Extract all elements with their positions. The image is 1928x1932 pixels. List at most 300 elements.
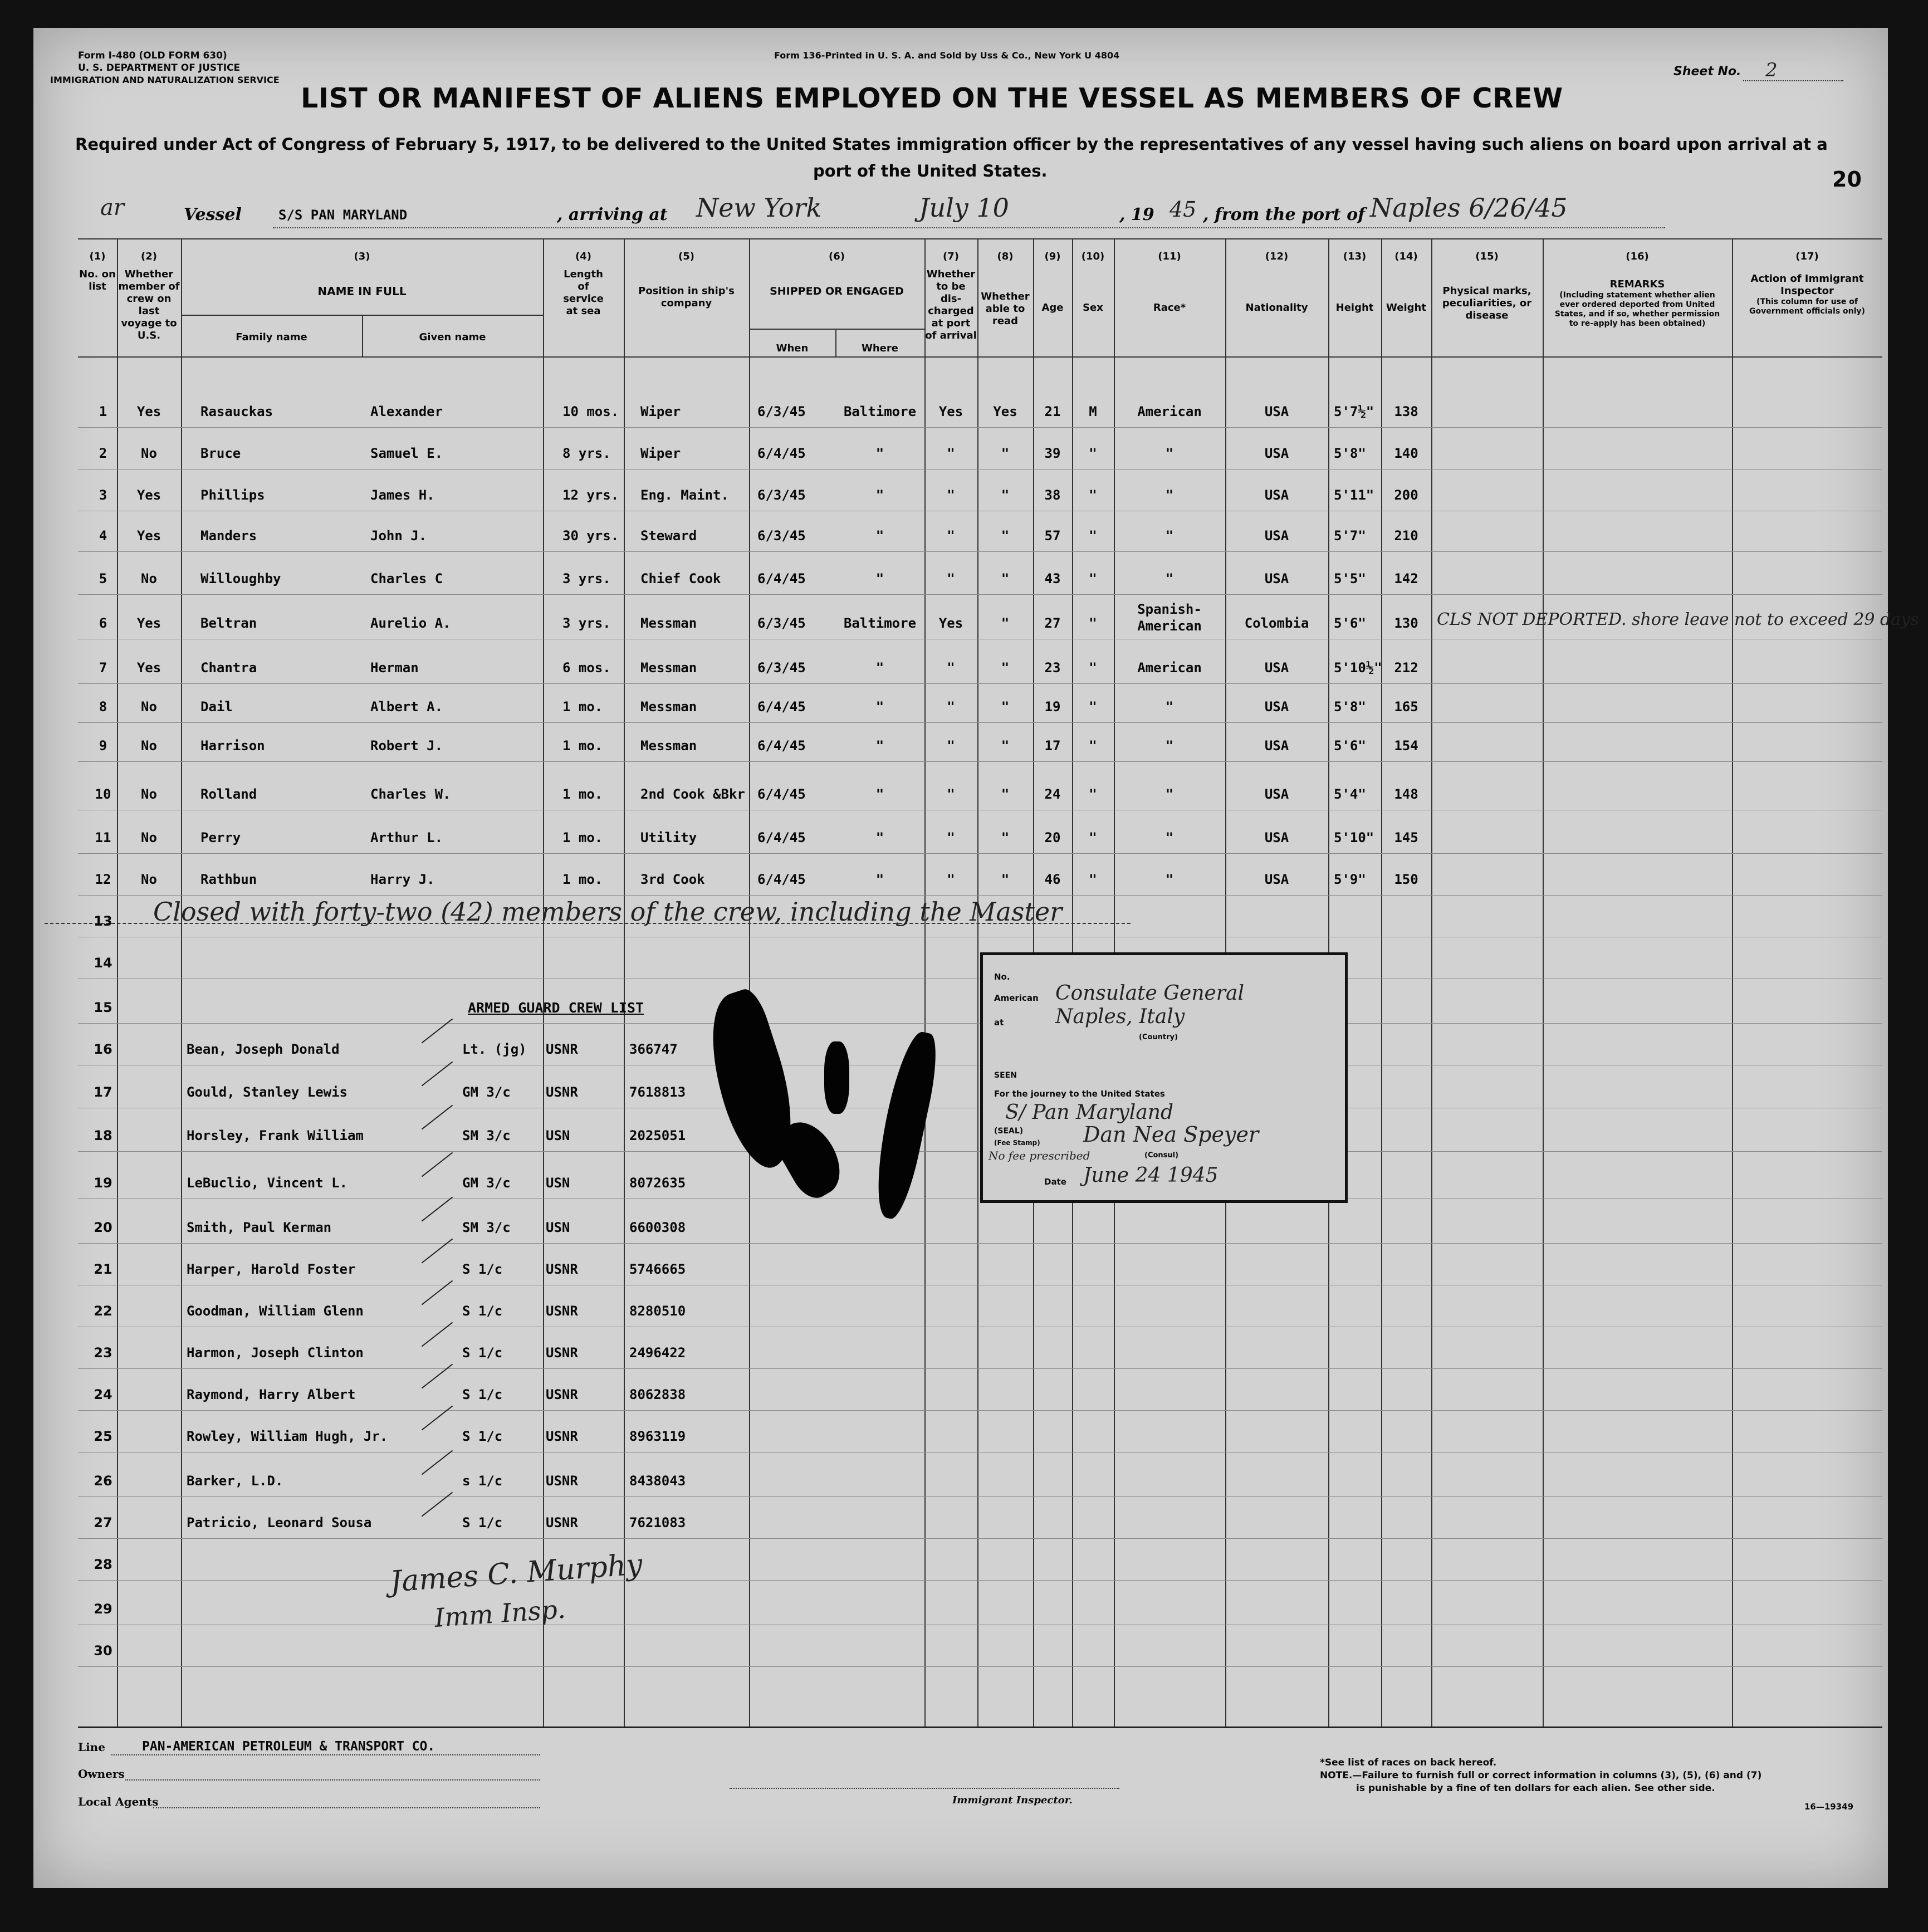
table-bottom-border xyxy=(78,1726,1882,1728)
crew-cell-last: Yes xyxy=(136,404,162,419)
col-11-number: (11) xyxy=(1158,251,1181,262)
crew-cell-age: 21 xyxy=(1044,404,1061,419)
footer-owners-rule xyxy=(125,1779,540,1781)
armed-guard-branch: USNR xyxy=(546,1041,578,1057)
crew-cell-service: 1 mo. xyxy=(562,699,603,715)
line-number: 22 xyxy=(94,1303,112,1319)
crew-cell-where: " xyxy=(875,446,884,461)
armed-guard-name: Rowley, William Hugh, Jr. xyxy=(187,1429,388,1444)
crew-cell-discharged: " xyxy=(947,487,955,503)
line-number: 23 xyxy=(94,1345,112,1361)
crew-cell-family: Bruce xyxy=(200,446,241,461)
crew-cell-service: 1 mo. xyxy=(562,738,603,754)
crew-cell-family: Rolland xyxy=(200,786,257,802)
col-3b-header: Given name xyxy=(419,331,486,343)
crew-cell-weight: 142 xyxy=(1394,571,1418,586)
crew-cell-sex: " xyxy=(1089,872,1097,887)
crew-cell-family: Perry xyxy=(200,830,241,845)
row-guideline xyxy=(78,1538,1882,1539)
crew-cell-no: 6 xyxy=(99,615,107,631)
crew-cell-position: Chief Cook xyxy=(640,571,721,586)
col-8-header xyxy=(977,251,1033,327)
col-15-number: (15) xyxy=(1475,251,1499,262)
column-divider xyxy=(117,239,118,1726)
crew-cell-last: No xyxy=(141,872,157,887)
crew-cell-position: 2nd Cook &Bkr xyxy=(640,786,745,802)
armed-guard-number: 5746665 xyxy=(629,1261,686,1277)
row-guideline xyxy=(78,722,1882,723)
crew-cell-where: " xyxy=(875,738,884,754)
check-mark xyxy=(422,1239,453,1264)
crew-cell-given: James H. xyxy=(370,487,435,503)
col-8-label: Whether able to read xyxy=(981,291,1030,327)
line-number: 15 xyxy=(94,1000,112,1015)
armed-guard-number: 2025051 xyxy=(629,1128,686,1143)
armed-guard-name: Horsley, Frank William xyxy=(187,1128,364,1143)
stamp-consul-label: (Consul) xyxy=(1144,1151,1179,1160)
row-guideline xyxy=(78,761,1882,762)
inspector-rule xyxy=(730,1788,1119,1789)
col-17-sublabel: (This column for use of Government officials only) xyxy=(1749,297,1865,316)
armed-guard-branch: USNR xyxy=(546,1515,578,1530)
crew-cell-weight: 130 xyxy=(1394,615,1418,631)
crew-cell-nationality: Colombia xyxy=(1244,615,1309,631)
col-17-label: Action of Immigrant Inspector xyxy=(1750,273,1864,297)
crew-cell-last: Yes xyxy=(136,528,162,544)
crew-cell-age: 23 xyxy=(1044,660,1061,676)
arriving-port: New York xyxy=(696,193,822,223)
crew-cell-no: 8 xyxy=(99,699,107,715)
crew-cell-nationality: USA xyxy=(1264,738,1289,754)
col-6-label: SHIPPED OR ENGAGED xyxy=(770,285,904,297)
crew-cell-last: No xyxy=(141,738,157,754)
armed-guard-number: 2496422 xyxy=(629,1345,686,1361)
closing-note: Closed with forty-two (42) members of the crew, including the Master xyxy=(153,897,1063,927)
crew-cell-position: Messman xyxy=(640,615,697,631)
line-number: 25 xyxy=(94,1429,112,1444)
crew-cell-when: 6/4/45 xyxy=(757,699,806,715)
crew-cell-discharged: " xyxy=(947,660,955,676)
crew-cell-read: " xyxy=(1001,487,1010,503)
crew-cell-service: 10 mos. xyxy=(562,404,619,419)
armed-guard-rate: S 1/c xyxy=(462,1515,503,1530)
crew-cell-read: " xyxy=(1001,528,1010,544)
column-divider xyxy=(1431,239,1432,1726)
crew-cell-nationality: USA xyxy=(1264,660,1289,676)
armed-guard-branch: USNR xyxy=(546,1473,578,1489)
crew-cell-nationality: USA xyxy=(1264,830,1289,845)
crew-cell-weight: 145 xyxy=(1394,830,1418,845)
crew-cell-position: Utility xyxy=(640,830,697,845)
check-mark xyxy=(422,1364,453,1389)
sheet-number: 2 xyxy=(1765,59,1778,81)
vessel-name: S/S PAN MARYLAND xyxy=(278,207,408,223)
crew-cell-read: " xyxy=(1001,571,1010,586)
crew-cell-service: 1 mo. xyxy=(562,872,603,887)
crew-cell-when: 6/3/45 xyxy=(757,404,806,419)
crew-cell-position: Messman xyxy=(640,699,697,715)
armed-guard-number: 8963119 xyxy=(629,1429,686,1444)
col-15-label: Physical marks, peculiarities, or disease xyxy=(1442,285,1532,321)
crew-cell-given: Alexander xyxy=(370,404,443,419)
year-prefix: , 19 xyxy=(1119,205,1154,224)
crew-cell-family: Dail xyxy=(200,699,233,715)
armed-guard-number: 6600308 xyxy=(629,1220,686,1235)
stamp-fee-note: No fee prescribed xyxy=(989,1149,1090,1162)
col-7-label: Whether to be dis-charged at port of arrival xyxy=(925,268,977,341)
year-value: 45 xyxy=(1169,197,1197,222)
crew-cell-given: Aurelio A. xyxy=(370,615,451,631)
crew-cell-height: 5'6" xyxy=(1334,738,1366,754)
line-number: 18 xyxy=(94,1128,112,1143)
armed-guard-branch: USN xyxy=(546,1128,570,1143)
armed-guard-branch: USNR xyxy=(546,1345,578,1361)
col-10-number: (10) xyxy=(1081,251,1105,262)
column-divider xyxy=(1543,239,1544,1726)
crew-cell-given: Arthur L. xyxy=(370,830,443,845)
armed-guard-rate: Lt. (jg) xyxy=(462,1041,527,1057)
crew-cell-where: " xyxy=(875,487,884,503)
col-14-header xyxy=(1381,251,1431,314)
row-guideline xyxy=(78,1410,1882,1411)
consular-stamp xyxy=(980,952,1348,1203)
crew-cell-sex: " xyxy=(1089,738,1097,754)
check-mark xyxy=(422,1322,453,1347)
crew-cell-when: 6/4/45 xyxy=(757,830,806,845)
printer-line: Form 136-Printed in U. S. A. and Sold by Uss & Co., New York U 4804 xyxy=(774,50,1120,61)
crew-cell-last: No xyxy=(141,786,157,802)
crew-cell-race: American xyxy=(1137,660,1202,676)
col-13-label: Height xyxy=(1335,302,1374,314)
crew-cell-height: 5'9" xyxy=(1334,872,1366,887)
footer-owners-label: Owners xyxy=(78,1767,125,1781)
col-10-header xyxy=(1072,251,1114,314)
crew-cell-where: " xyxy=(875,872,884,887)
crew-cell-when: 6/4/45 xyxy=(757,872,806,887)
sheet-number-label: Sheet No. xyxy=(1673,65,1741,79)
check-mark xyxy=(422,1406,453,1431)
crew-cell-service: 1 mo. xyxy=(562,786,603,802)
col-12-header xyxy=(1225,251,1328,314)
crew-cell-race: " xyxy=(1165,446,1174,461)
col-17-number: (17) xyxy=(1795,251,1819,262)
crew-cell-race: " xyxy=(1165,487,1174,503)
armed-guard-number: 7621083 xyxy=(629,1515,686,1530)
line-number: 13 xyxy=(94,913,112,929)
armed-guard-name: Harper, Harold Foster xyxy=(187,1261,356,1277)
crew-cell-sex: M xyxy=(1089,404,1097,419)
header-bottom-border xyxy=(78,356,1882,358)
column-divider xyxy=(749,239,750,1726)
crew-cell-age: 19 xyxy=(1044,699,1061,715)
armed-guard-branch: USNR xyxy=(546,1387,578,1402)
crew-cell-discharged: " xyxy=(947,699,955,715)
col-3a-header: Family name xyxy=(236,331,307,343)
col-9-header xyxy=(1033,251,1072,314)
footer-note-penalty-cont: is punishable by a fine of ten dollars for each alien. See other side. xyxy=(1356,1783,1715,1794)
from-port-label: , from the port of xyxy=(1203,205,1366,224)
crew-cell-age: 38 xyxy=(1044,487,1061,503)
armed-guard-branch: USN xyxy=(546,1220,570,1235)
crew-cell-read: " xyxy=(1001,660,1010,676)
crew-cell-where: " xyxy=(875,571,884,586)
col-3-label: NAME IN FULL xyxy=(317,285,407,298)
crew-cell-position: 3rd Cook xyxy=(640,872,705,887)
line-number: 29 xyxy=(94,1601,112,1617)
col-12-label: Nationality xyxy=(1245,302,1308,314)
crew-cell-read: " xyxy=(1001,446,1010,461)
crew-cell-given: John J. xyxy=(370,528,427,544)
col-14-label: Weight xyxy=(1386,302,1426,314)
crew-cell-discharged: Yes xyxy=(938,615,963,631)
col-16-sublabel: (Including statement whether alien ever ordered deported from United States, and if so, whether permission to re-apply has been obtained) xyxy=(1554,291,1720,328)
footer-line-label: Line xyxy=(78,1740,105,1754)
crew-cell-service: 8 yrs. xyxy=(562,446,611,461)
footer-agents-label: Local Agents xyxy=(78,1795,159,1808)
crew-cell-family: Phillips xyxy=(200,487,265,503)
col-4-header xyxy=(543,251,624,317)
crew-cell-race: American xyxy=(1137,404,1202,419)
col-3-header xyxy=(181,251,543,297)
armed-guard-number: 8438043 xyxy=(629,1473,686,1489)
crew-cell-discharged: " xyxy=(947,872,955,887)
crew-cell-no: 12 xyxy=(95,872,111,887)
footer-line-value: PAN-AMERICAN PETROLEUM & TRANSPORT CO. xyxy=(142,1739,435,1754)
crew-cell-sex: " xyxy=(1089,487,1097,503)
crew-cell-age: 20 xyxy=(1044,830,1061,845)
line-number: 19 xyxy=(94,1175,112,1191)
armed-guard-rate: s 1/c xyxy=(462,1473,503,1489)
crew-cell-race: " xyxy=(1165,738,1174,754)
col-6-header xyxy=(749,251,924,297)
row-guideline xyxy=(78,1580,1882,1581)
arrival-date: July 10 xyxy=(919,193,1009,223)
crew-cell-race: Spanish-American xyxy=(1137,601,1202,634)
crew-cell-position: Wiper xyxy=(640,404,681,419)
stamp-american-label: American xyxy=(994,993,1039,1003)
stamp-seen-label: SEEN xyxy=(994,1071,1017,1080)
crew-cell-height: 5'10" xyxy=(1334,830,1374,845)
armed-guard-branch: USNR xyxy=(546,1261,578,1277)
crew-cell-sex: " xyxy=(1089,571,1097,586)
col-2-label: Whether member of crew on last voyage to U.S. xyxy=(118,268,180,341)
crew-cell-where: " xyxy=(875,699,884,715)
line-number: 28 xyxy=(94,1557,112,1572)
stamp-country-label: (Country) xyxy=(1139,1033,1178,1041)
crew-cell-race: " xyxy=(1165,872,1174,887)
col-6b-header: Where xyxy=(862,343,898,354)
crew-cell-when: 6/3/45 xyxy=(757,615,806,631)
line-number: 21 xyxy=(94,1261,112,1277)
sheet-number-line xyxy=(1743,80,1843,81)
crew-cell-sex: " xyxy=(1089,786,1097,802)
crew-cell-family: Willoughby xyxy=(200,571,281,586)
col-9-number: (9) xyxy=(1044,251,1061,262)
armed-guard-name: Bean, Joseph Donald xyxy=(187,1041,340,1057)
inspector-label: Immigrant Inspector. xyxy=(952,1794,1073,1806)
check-mark xyxy=(422,1019,453,1044)
check-mark xyxy=(422,1197,453,1222)
footer-note-penalty: NOTE.—Failure to furnish full or correct information in columns (3), (5), (6) and (7) xyxy=(1320,1770,1762,1781)
armed-guard-rate: S 1/c xyxy=(462,1303,503,1319)
check-mark xyxy=(422,1492,453,1517)
column-divider xyxy=(1732,239,1733,1726)
col-5-header xyxy=(624,251,749,310)
crew-cell-family: Beltran xyxy=(200,615,257,631)
crew-cell-read: " xyxy=(1001,699,1010,715)
crew-cell-discharged: " xyxy=(947,571,955,586)
crew-cell-weight: 200 xyxy=(1394,487,1418,503)
crew-cell-height: 5'7" xyxy=(1334,528,1366,544)
crew-cell-weight: 140 xyxy=(1394,446,1418,461)
row-guideline xyxy=(78,1496,1882,1497)
form-id: Form I-480 (OLD FORM 630) xyxy=(78,50,227,61)
crew-cell-sex: " xyxy=(1089,660,1097,676)
crew-cell-discharged: " xyxy=(947,830,955,845)
crew-cell-no: 1 xyxy=(99,404,107,419)
armed-guard-name: Smith, Paul Kerman xyxy=(187,1220,332,1235)
crew-cell-nationality: USA xyxy=(1264,404,1289,419)
crew-cell-age: 17 xyxy=(1044,738,1061,754)
check-mark xyxy=(422,1280,453,1305)
armed-guard-branch: USNR xyxy=(546,1084,578,1100)
crew-cell-read: " xyxy=(1001,738,1010,754)
form-dept: U. S. DEPARTMENT OF JUSTICE xyxy=(78,62,241,74)
row-guideline xyxy=(78,427,1882,428)
crew-cell-height: 5'8" xyxy=(1334,446,1366,461)
crew-cell-nationality: USA xyxy=(1264,699,1289,715)
col-4-number: (4) xyxy=(575,251,591,262)
armed-guard-rate: SM 3/c xyxy=(462,1220,511,1235)
armed-guard-rate: S 1/c xyxy=(462,1261,503,1277)
col-4-label: Length of service at sea xyxy=(563,268,604,317)
crew-cell-race: " xyxy=(1165,830,1174,845)
crew-cell-family: Rathbun xyxy=(200,872,257,887)
crew-cell-position: Wiper xyxy=(640,446,681,461)
crew-cell-weight: 212 xyxy=(1394,660,1418,676)
crew-cell-when: 6/4/45 xyxy=(757,446,806,461)
crew-cell-sex: " xyxy=(1089,528,1097,544)
stamp-date: June 24 1945 xyxy=(1083,1164,1219,1187)
armed-guard-number: 8072635 xyxy=(629,1175,686,1191)
crew-cell-where: " xyxy=(875,660,884,676)
col-1-number: (1) xyxy=(89,251,106,262)
crew-cell-given: Albert A. xyxy=(370,699,443,715)
column-divider xyxy=(624,239,625,1726)
crew-cell-nationality: USA xyxy=(1264,487,1289,503)
crew-cell-given: Herman xyxy=(370,660,419,676)
crew-cell-last: No xyxy=(141,571,157,586)
stamp-seal-label: (SEAL) xyxy=(994,1127,1024,1136)
arriving-label: , arriving at xyxy=(557,205,668,224)
crew-cell-no: 4 xyxy=(99,528,107,544)
crew-cell-height: 5'5" xyxy=(1334,571,1366,586)
col-13-number: (13) xyxy=(1343,251,1367,262)
crew-cell-height: 5'11" xyxy=(1334,487,1374,503)
row-guideline xyxy=(78,853,1882,854)
row-guideline xyxy=(78,1243,1882,1244)
crew-cell-service: 1 mo. xyxy=(562,830,603,845)
col-5-label: Position in ship's company xyxy=(638,285,735,309)
check-mark xyxy=(422,1105,453,1130)
armed-guard-number: 8062838 xyxy=(629,1387,686,1402)
crew-cell-height: 5'10½" xyxy=(1334,660,1382,676)
stamp-no-label: No. xyxy=(994,972,1010,982)
crew-cell-last: No xyxy=(141,830,157,845)
crew-cell-age: 43 xyxy=(1044,571,1061,586)
stamp-office: Consulate General xyxy=(1055,982,1244,1005)
crew-cell-where: " xyxy=(875,830,884,845)
col-13-header xyxy=(1328,251,1381,314)
crew-cell-position: Messman xyxy=(640,660,697,676)
stamp-journey-label: For the journey to the United States xyxy=(994,1089,1165,1099)
crew-cell-where: Baltimore xyxy=(843,404,917,419)
crew-cell-position: Steward xyxy=(640,528,697,544)
crew-cell-weight: 148 xyxy=(1394,786,1418,802)
col-6a-header: When xyxy=(776,343,809,354)
col-7-number: (7) xyxy=(943,251,959,262)
row-guideline xyxy=(78,551,1882,552)
crew-cell-discharged: " xyxy=(947,446,955,461)
col-16-label: REMARKS xyxy=(1609,278,1665,290)
col-2-header xyxy=(117,251,181,342)
line-number: 26 xyxy=(94,1473,112,1489)
crew-cell-sex: " xyxy=(1089,446,1097,461)
crew-cell-where: " xyxy=(875,528,884,544)
crew-cell-when: 6/4/45 xyxy=(757,738,806,754)
crew-cell-last: No xyxy=(141,446,157,461)
from-port: Naples 6/26/45 xyxy=(1370,193,1568,223)
crew-cell-height: 5'8" xyxy=(1334,699,1366,715)
crew-cell-family: Rasauckas xyxy=(200,404,273,419)
crew-cell-discharged: Yes xyxy=(938,404,963,419)
armed-guard-name: Patricio, Leonard Sousa xyxy=(187,1515,372,1530)
seal-blot xyxy=(866,1028,943,1221)
col-1-label: No. on list xyxy=(79,268,116,292)
crew-cell-sex: " xyxy=(1089,615,1097,631)
crew-cell-when: 6/3/45 xyxy=(757,660,806,676)
row-guideline xyxy=(78,683,1882,684)
crew-cell-family: Manders xyxy=(200,528,257,544)
armed-guard-number: 366747 xyxy=(629,1041,678,1057)
crew-cell-given: Samuel E. xyxy=(370,446,443,461)
crew-cell-weight: 150 xyxy=(1394,872,1418,887)
manifest-sheet xyxy=(33,28,1919,1888)
crew-cell-race: " xyxy=(1165,528,1174,544)
stamp-vessel: S/ Pan Maryland xyxy=(1005,1101,1174,1124)
footer-agents-rule xyxy=(153,1807,540,1808)
column-divider xyxy=(543,239,544,1726)
vessel-underline xyxy=(273,227,1665,228)
col-12-number: (12) xyxy=(1265,251,1289,262)
crew-cell-read: " xyxy=(1001,786,1010,802)
armed-guard-number: 8280510 xyxy=(629,1303,686,1319)
col-2-number: (2) xyxy=(141,251,157,262)
armed-guard-name: Barker, L.D. xyxy=(187,1473,283,1489)
check-mark xyxy=(422,1152,453,1177)
crew-cell-no: 3 xyxy=(99,487,107,503)
name-subheader-line xyxy=(181,315,543,316)
crew-cell-given: Charles C xyxy=(370,571,443,586)
column-divider xyxy=(924,239,926,1726)
crew-cell-nationality: USA xyxy=(1264,571,1289,586)
armed-guard-branch: USN xyxy=(546,1175,570,1191)
col-14-number: (14) xyxy=(1394,251,1418,262)
crew-remarks: CLS NOT DEPORTED. shore leave not to exceed 29 days xyxy=(1437,610,1919,629)
armed-guard-rate: GM 3/c xyxy=(462,1084,511,1100)
page-subtitle: Required under Act of Congress of February 5, 1917, to be delivered to the United States immigration officer by the representatives of any vessel having such aliens on board upon arrival at a xyxy=(75,135,1828,154)
form-service: IMMIGRATION AND NATURALIZATION SERVICE xyxy=(50,75,280,85)
